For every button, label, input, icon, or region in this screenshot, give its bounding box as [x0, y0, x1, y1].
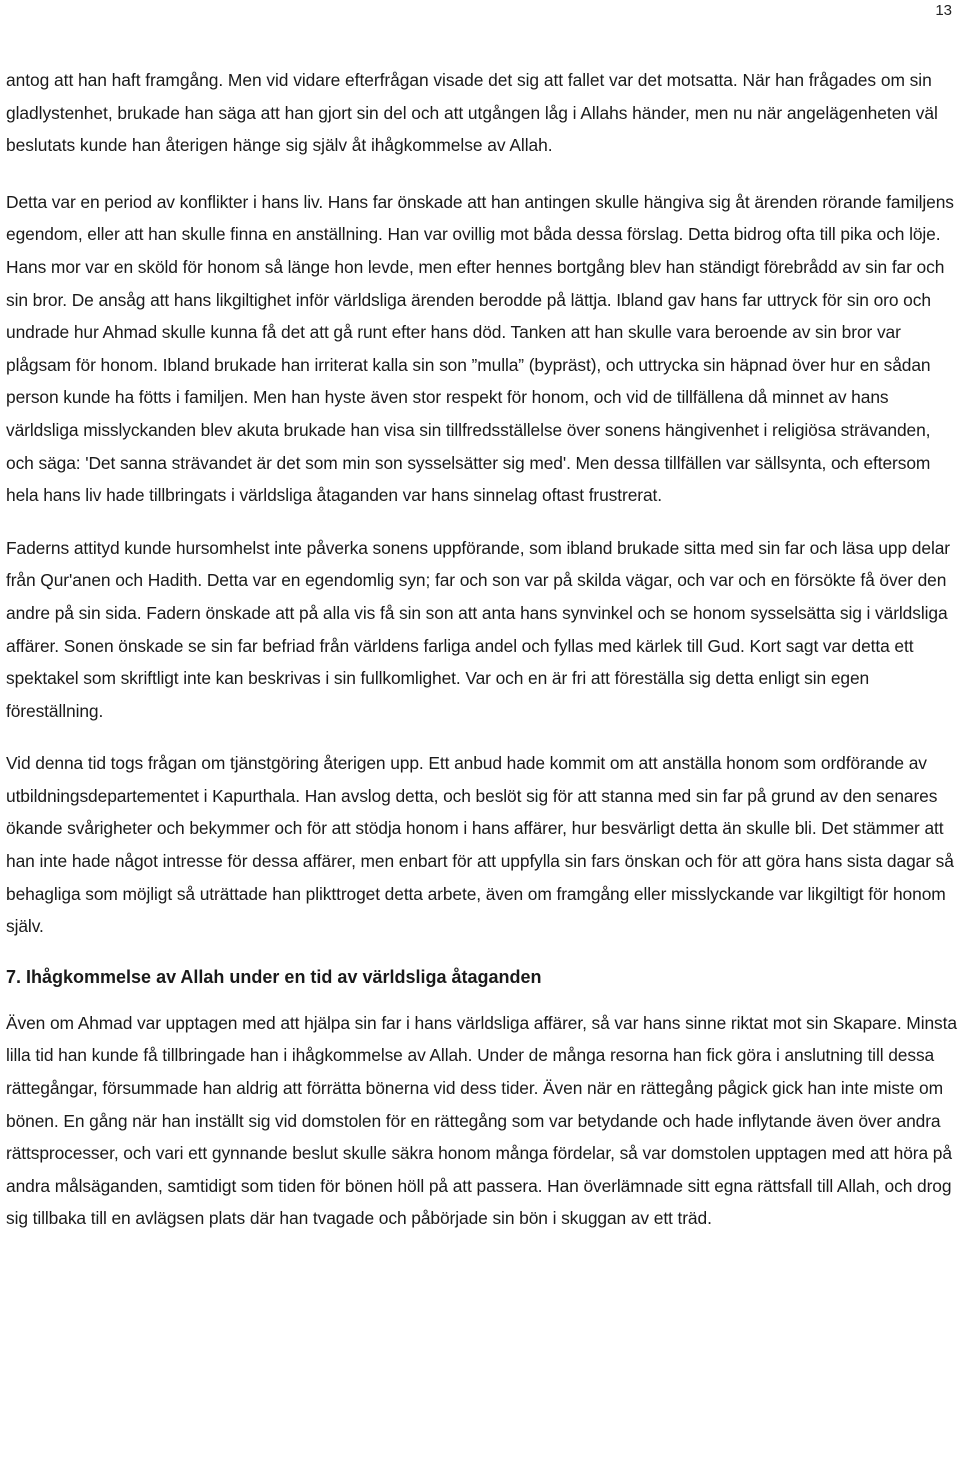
section-heading: 7. Ihågkommelse av Allah under en tid av världsliga åtaganden [6, 966, 542, 987]
page-number: 13 [935, 2, 952, 19]
paragraph-continuation: antog att han haft framgång. Men vid vidare efterfrågan visade det sig att fallet var det motsatta. När han frågades om sin gladlystenhet, brukade han säga att han gjort sin del och att utgången låg i Allahs händer, men nu när angelägenheten väl beslutats kunde han återigen hänge sig själv åt ihågkommelse av Allah. [6, 70, 938, 156]
paragraph-period-of-conflicts: Detta var en period av konflikter i hans liv. Hans far önskade att han antingen skulle hängiva sig åt ärenden rörande familjens egendom, eller att han skulle finna en anställning. Han var ovillig mot båda dessa förslag. Detta bidrog ofta till pika och löje. Hans mor var en sköld för honom så länge hon levde, men efter hennes bortgång blev han ständigt förebrådd av sin far och sin bror. De ansåg att hans likgiltighet inför världsliga ärenden berodde på lättja. Ibland gav hans far uttryck för sin oro och undrade hur Ahmad skulle kunna få det att gå runt efter hans död. Tanken att han skulle vara beroende av sin bror var plågsam för honom. Ibland brukade han irriterat kalla sin son ”mulla” (bypräst), och uttrycka sin häpnad över hur en sådan person kunde ha fötts i familjen. Men han hyste även stor respekt för honom, och vid de tillfällena då minnet av hans världsliga misslyckanden blev akuta brukade han visa sin tillfredsställelse över sonens hängivenhet i religiösa strävanden, och säga: 'Det sanna strävandet är det som min son sysselsätter sig med'. Men dessa tillfällen var sällsynta, och eftersom hela hans liv hade tillbringats i världsliga åtaganden var hans sinnelag oftast frustrerat. [6, 191, 954, 506]
paragraph-remembrance-of-allah: Även om Ahmad var upptagen med att hjälpa sin far i hans världsliga affärer, så var hans sinne riktat mot sin Skapare. Minsta lilla tid han kunde få tillbringade han i ihågkommelse av Allah. Under de många resorna han fick göra i anslutning till dessa rättegångar, försummade han aldrig att förrätta bönerna vid dess tider. Även när en rättegång pågick gick han inte miste om bönen. En gång när han inställt sig vid domstolen för en rättegång som var betydande och hade inflytande även över andra rättsprocesser, och vari ett gynnande beslut skulle säkra honom många fördelar, så var domstolen upptagen med att höra på andra målsäganden, samtidigt som tiden för bönen höll på att passera. Han överlämnade sitt egna rättsfall till Allah, och drog sig tillbaka till en avlägsen plats där han tvagade och påbörjade sin bön i skuggan av ett träd. [6, 1012, 957, 1229]
document-body [6, 64, 958, 1235]
paragraph-employment-offer: Vid denna tid togs frågan om tjänstgöring återigen upp. Ett anbud hade kommit om att anställa honom som ordförande av utbildningsdepartementet i Kapurthala. Han avslog detta, och beslöt sig för att stanna med sin far på grund av den senares ökande svårigheter och bekymmer och för att stödja honom i hans affärer, hur besvärligt detta än skulle bli. Det stämmer att han inte hade något intresse för dessa affärer, men enbart för att uppfylla sin fars önskan och för att göra hans sista dagar så behagliga som möjligt så uträttade han plikttroget detta arbete, även om framgång eller misslyckande var likgiltigt för honom själv. [6, 753, 954, 937]
paragraph-fathers-attitude: Faderns attityd kunde hursomhelst inte påverka sonens uppförande, som ibland brukade sitta med sin far och läsa upp delar från Qur'anen och Hadith. Detta var en egendomlig syn; far och son var på skilda vägar, och var och en försökte få över den andre på sin sida. Fadern önskade att på alla vis få sin son att anta hans synvinkel och se honom sysselsätta sig i världsliga affärer. Sonen önskade se sin far befriad från världens farliga andel och fyllas med kärlek till Gud. Kort sagt var detta ett spektakel som skriftligt inte kan beskrivas i sin fullkomlighet. Var och en är fri att föreställa sig detta enligt sin egen föreställning. [6, 537, 950, 721]
